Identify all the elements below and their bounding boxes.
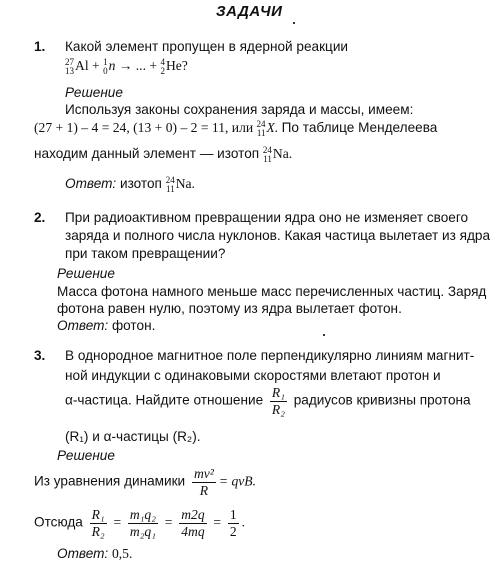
problem-3-solution-heading: Решение [57, 448, 115, 463]
problem-3-ratio-equation: Отсюда $\frac{\text{R₁}}{\text{R₂}}$ = $\frac{\text{m₁q₂}}{\text{m₂q₁}}$ = $\frac{m2q}{4mq}$ = $\frac{1}{2}$ . [34, 507, 246, 539]
problem-3-question-line-4: (R₁) и α-частицы (R₂). [65, 429, 201, 444]
scan-speck [293, 22, 295, 24]
problem-3-question-line-1: В однородное магнитное поле перпендикулярно линиям магнит- [65, 348, 475, 363]
problem-3-question-line-2: ной индукции с одинаковыми скоростями влетают протон и [65, 368, 441, 383]
problem-1-answer: Ответ: изотоп 24 11 Na. [65, 175, 195, 194]
problem-2-question-line-1: При радиоактивном превращении ядра оно не изменяет своего [65, 210, 469, 225]
problem-1-solution-line-2: (27 + 1) – 4 = 24, (13 + 0) – 2 = 11, или 24 11 X. По таблице Менделеева [34, 119, 438, 138]
scan-speck [323, 334, 325, 336]
problem-1-number: 1. [34, 39, 46, 54]
problem-2-solution-heading: Решение [57, 266, 115, 281]
problem-3-question-line-3: α-частица. Найдите отношение $\frac{\text{R₁}}{\text{R₂}}$ радиусов кривизны протона [65, 385, 471, 417]
problem-3-answer: Ответ: 0,5. [57, 546, 133, 561]
problem-1-reaction: 27 13 Al + 1 0 n → ... + 4 2 He? [65, 57, 188, 76]
problem-1-solution-line-3: находим данный элемент — изотоп 24 11 Na. [34, 145, 293, 164]
problem-1-solution-line-1: Используя законы сохранения заряда и массы, имеем: [65, 102, 414, 117]
problem-2-solution-line-1: Масса фотона намного меньше масс перечисленных частиц. Заряд [57, 284, 487, 299]
problem-1-solution-heading: Решение [65, 85, 123, 100]
problem-3-dynamics-equation: Из уравнения динамики $\frac{\text{mv²}}{R}$ = qvB. [34, 466, 256, 498]
problem-2-solution-line-2: фотона равен нулю, поэтому из ядра вылетает фотон. [57, 301, 402, 316]
problem-2-question-line-3: при таком превращении? [65, 246, 226, 261]
problem-2-answer: Ответ: фотон. [57, 318, 156, 333]
problem-3-number: 3. [34, 348, 46, 363]
problem-2-question-line-2: заряда и полного числа нуклонов. Какая частица вылетает из ядра [65, 228, 491, 243]
problem-1-question: Какой элемент пропущен в ядерной реакции [65, 39, 349, 54]
problem-2-number: 2. [34, 210, 46, 225]
ratio-fraction: $\frac{\text{R₁}}{\text{R₂}}$ [271, 385, 285, 417]
page-title: ЗАДАЧИ [216, 3, 283, 20]
